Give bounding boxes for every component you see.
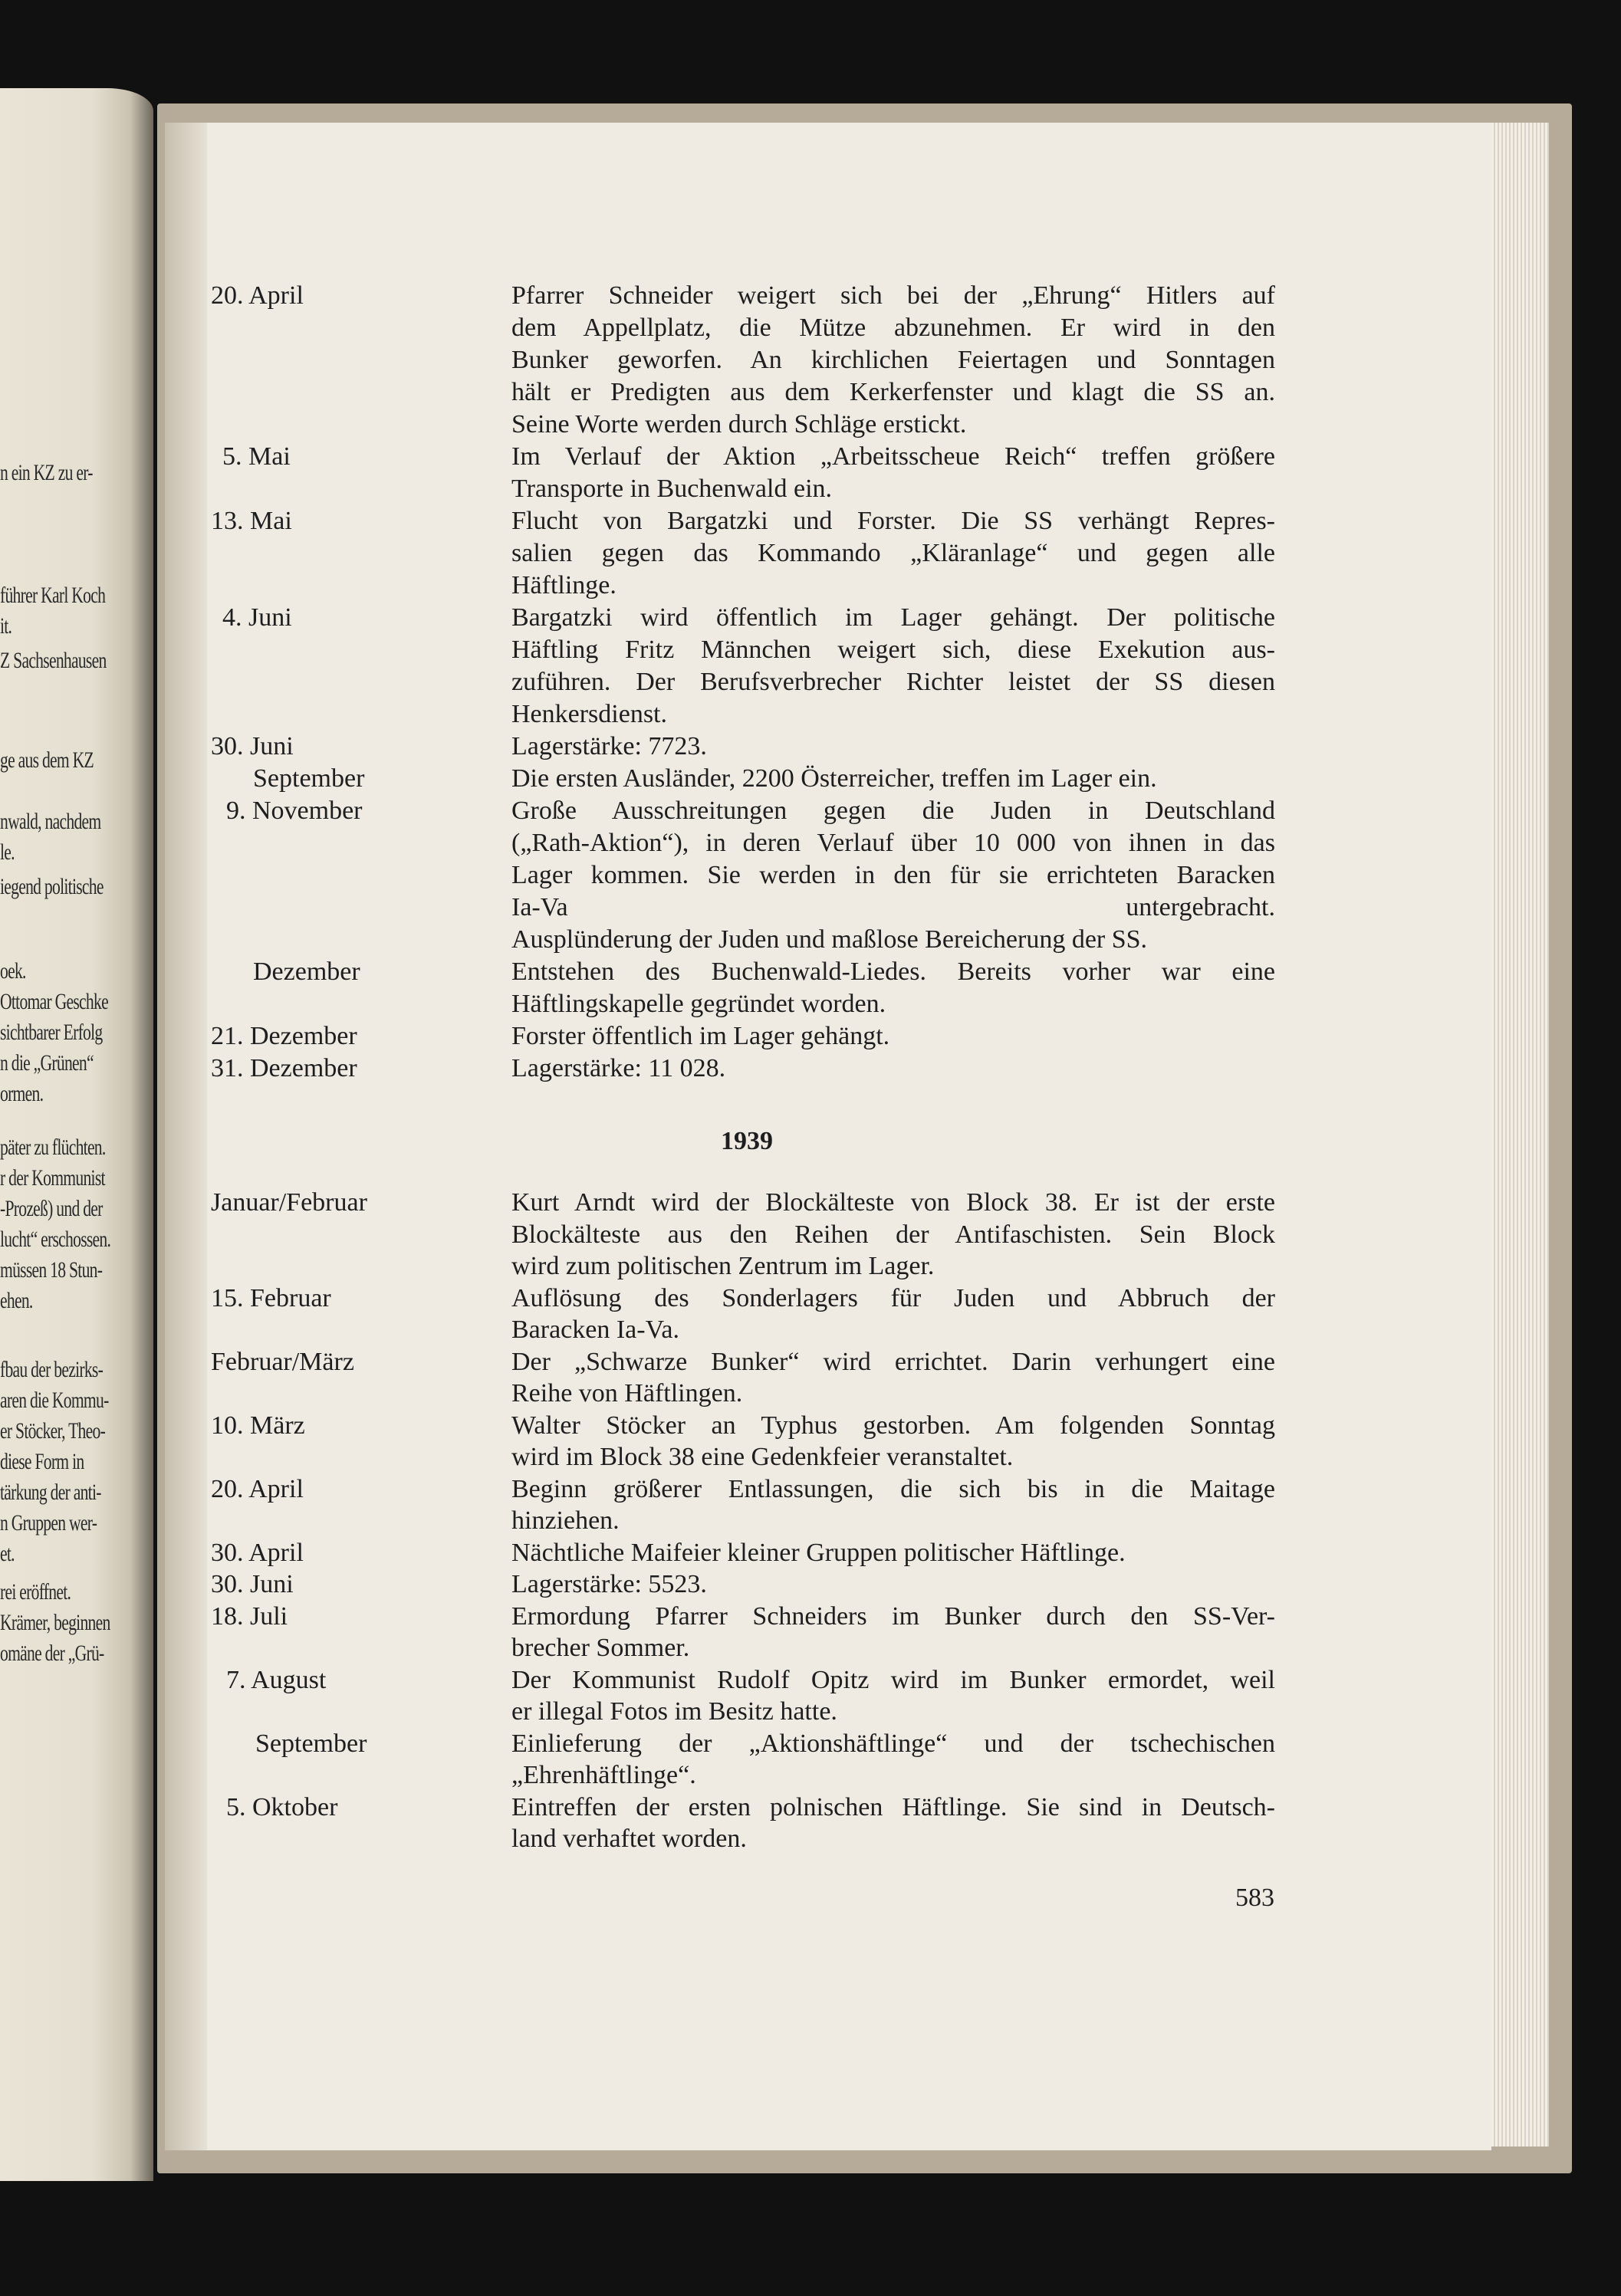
entry-date: 30. Juni [211, 1570, 294, 1598]
left-page-text-fragment: le. [0, 839, 15, 865]
left-page-text-fragment: rei eröffnet. [0, 1579, 71, 1605]
left-page-text-fragment: omäne der „Grü- [0, 1641, 104, 1666]
entry-description-line: zuführen. Der Berufsverbrecher Richter leistet der SS diesen [511, 668, 1275, 696]
left-page-text-fragment: müssen 18 Stun- [0, 1257, 103, 1283]
entry-description-line: Baracken Ia-Va. [511, 1316, 679, 1344]
entry-description-line: Bargatzki wird öffentlich im Lager gehängt. Der politische [511, 603, 1275, 632]
entry-description-line: Ermordung Pfarrer Schneiders im Bunker durch den SS-Ver- [511, 1601, 1275, 1631]
entry-date: 5. Mai [222, 442, 291, 471]
left-page-text-fragment: r der Kommunist [0, 1165, 105, 1191]
entry-description-line: Häftlinge. [511, 571, 617, 599]
entry-description-line: Lager kommen. Sie werden in den für sie errichteten Baracken [511, 861, 1275, 889]
entry-description-line: Transporte in Buchenwald ein. [511, 475, 833, 503]
entry-description-line: Beginn größerer Entlassungen, die sich bis in die Maitage [511, 1474, 1275, 1503]
entry-date: 18. Juli [211, 1601, 288, 1631]
left-page-text-fragment: tärkung der anti- [0, 1480, 101, 1505]
entry-description-line: Forster öffentlich im Lager gehängt. [511, 1022, 890, 1050]
entry-date: 13. Mai [211, 507, 292, 535]
entry-date: 5. Oktober [226, 1792, 338, 1821]
entry-description-line: Große Ausschreitungen gegen die Juden in Deutschland [511, 797, 1275, 825]
entry-description-line: Ia-Va untergebracht. [511, 893, 1275, 921]
entry-date: 20. April [211, 1474, 304, 1503]
entry-description-line: Bunker geworfen. An kirchlichen Feiertagen und Sonntagen [511, 346, 1275, 374]
entry-description-line: Walter Stöcker an Typhus gestorben. Am folgenden Sonntag [511, 1411, 1275, 1440]
entry-description-line: dem Appellplatz, die Mütze abzunehmen. Er wird in den [511, 314, 1275, 342]
left-page-text-fragment: lucht“ erschossen. [0, 1227, 111, 1252]
entry-description-line: Ausplünderung der Juden und maßlose Bereicherung der SS. [511, 925, 1148, 954]
left-page-text-fragment: it. [0, 613, 12, 639]
left-page-text-fragment: n die „Grünen“ [0, 1050, 94, 1076]
entry-date: September [255, 1729, 367, 1758]
entry-description-line: Seine Worte werden durch Schläge erstickt. [511, 410, 967, 439]
left-page-text-fragment: ehen. [0, 1288, 33, 1313]
entry-date: 30. April [211, 1538, 304, 1567]
entry-description-line: wird im Block 38 eine Gedenkfeier veranstaltet. [511, 1443, 1014, 1471]
left-page-text-fragment: er Stöcker, Theo- [0, 1418, 106, 1444]
left-page-text-fragment: Ottomar Geschke [0, 989, 108, 1014]
left-page-text-fragment: fbau der bezirks- [0, 1357, 104, 1382]
entry-description-line: Pfarrer Schneider weigert sich bei der „Ehrung“ Hitlers auf [511, 281, 1275, 310]
entry-description-line: hält er Predigten aus dem Kerkerfenster und klagt die SS an. [511, 378, 1275, 406]
entry-description-line: Entstehen des Buchenwald-Liedes. Bereits vorher war eine [511, 957, 1275, 986]
entry-description-line: salien gegen das Kommando „Kläranlage“ und gegen alle [511, 539, 1275, 567]
entry-description-line: Blockälteste aus den Reihen der Antifaschisten. Sein Block [511, 1220, 1275, 1249]
entry-description-line: Im Verlauf der Aktion „Arbeitsscheue Reich“ treffen größere [511, 442, 1275, 471]
entry-date: 9. November [226, 797, 363, 825]
left-page-text-fragment: ormen. [0, 1081, 44, 1106]
entry-date: 31. Dezember [211, 1054, 357, 1082]
entry-description-line: hinziehen. [511, 1506, 620, 1535]
left-page-text-fragment: iegend politische [0, 874, 104, 899]
entry-description-line: Flucht von Bargatzki und Forster. Die SS verhängt Repres- [511, 507, 1275, 535]
entry-date: Januar/Februar [211, 1188, 367, 1217]
entry-date: 10. März [211, 1411, 305, 1440]
entry-description-line: Henkersdienst. [511, 700, 668, 728]
entry-description-line: er illegal Fotos im Besitz hatte. [511, 1697, 837, 1726]
entry-description-line: Lagerstärke: 7723. [511, 732, 707, 760]
entry-date: 20. April [211, 281, 304, 310]
entry-date: Dezember [253, 957, 360, 986]
left-page-text-fragment: ge aus dem KZ [0, 747, 94, 773]
entry-description-line: Eintreffen der ersten polnischen Häftlinge. Sie sind in Deutsch- [511, 1792, 1275, 1821]
entry-description-line: wird zum politischen Zentrum im Lager. [511, 1252, 935, 1280]
entry-description-line: Häftlingskapelle gegründet worden. [511, 990, 886, 1018]
entry-date: September [253, 764, 365, 793]
entry-description-line: Häftling Fritz Männchen weigert sich, diese Exekution aus- [511, 636, 1275, 664]
entry-description-line: Die ersten Ausländer, 2200 Österreicher, treffen im Lager ein. [511, 764, 1157, 793]
left-page-text-fragment: nwald, nachdem [0, 809, 101, 834]
entry-date: Februar/März [211, 1347, 354, 1376]
entry-description-line: Der Kommunist Rudolf Opitz wird im Bunker ermordet, weil [511, 1665, 1275, 1694]
page-number: 583 [1235, 1884, 1274, 1912]
left-facing-page [0, 88, 153, 2181]
left-page-text-fragment: aren die Kommu- [0, 1388, 109, 1413]
left-page-text-fragment: n ein KZ zu er- [0, 460, 93, 485]
year-heading: 1939 [721, 1127, 773, 1155]
left-page-text-fragment: n Gruppen wer- [0, 1510, 97, 1536]
left-page-text-fragment: Z Sachsenhausen [0, 648, 107, 673]
entry-description-line: Kurt Arndt wird der Blockälteste von Block 38. Er ist der erste [511, 1188, 1275, 1217]
entry-description-line: „Ehrenhäftlinge“. [511, 1761, 696, 1789]
page-gutter [165, 123, 207, 2150]
left-page-text-fragment: sichtbarer Erfolg [0, 1020, 103, 1045]
entry-date: 4. Juni [222, 603, 292, 632]
entry-description-line: Lagerstärke: 5523. [511, 1570, 707, 1598]
entry-description-line: Der „Schwarze Bunker“ wird errichtet. Darin verhungert eine [511, 1347, 1275, 1376]
entry-description-line: Auflösung des Sonderlagers für Juden und Abbruch der [511, 1283, 1275, 1312]
entry-description-line: („Rath-Aktion“), in deren Verlauf über 10 000 von ihnen in das [511, 829, 1275, 857]
left-page-text-fragment: oek. [0, 958, 26, 984]
left-page-text-fragment: führer Karl Koch [0, 583, 106, 608]
entry-description-line: Reihe von Häftlingen. [511, 1379, 743, 1407]
entry-date: 7. August [226, 1665, 327, 1694]
entry-description-line: land verhaftet worden. [511, 1825, 747, 1853]
entry-date: 15. Februar [211, 1283, 331, 1312]
left-page-text-fragment: -Prozeß) und der [0, 1196, 103, 1221]
entry-description-line: brecher Sommer. [511, 1634, 690, 1662]
entry-description-line: Einlieferung der „Aktionshäftlinge“ und der tschechischen [511, 1729, 1275, 1758]
left-page-text-fragment: et. [0, 1541, 15, 1566]
left-page-text-fragment: päter zu flüchten. [0, 1135, 106, 1160]
entry-date: 30. Juni [211, 732, 294, 760]
entry-date: 21. Dezember [211, 1022, 357, 1050]
left-page-text-fragment: Krämer, beginnen [0, 1610, 110, 1635]
entry-description-line: Nächtliche Maifeier kleiner Gruppen politischer Häftlinge. [511, 1538, 1126, 1567]
entry-description-line: Lagerstärke: 11 028. [511, 1054, 726, 1082]
left-page-text-fragment: diese Form in [0, 1449, 84, 1474]
